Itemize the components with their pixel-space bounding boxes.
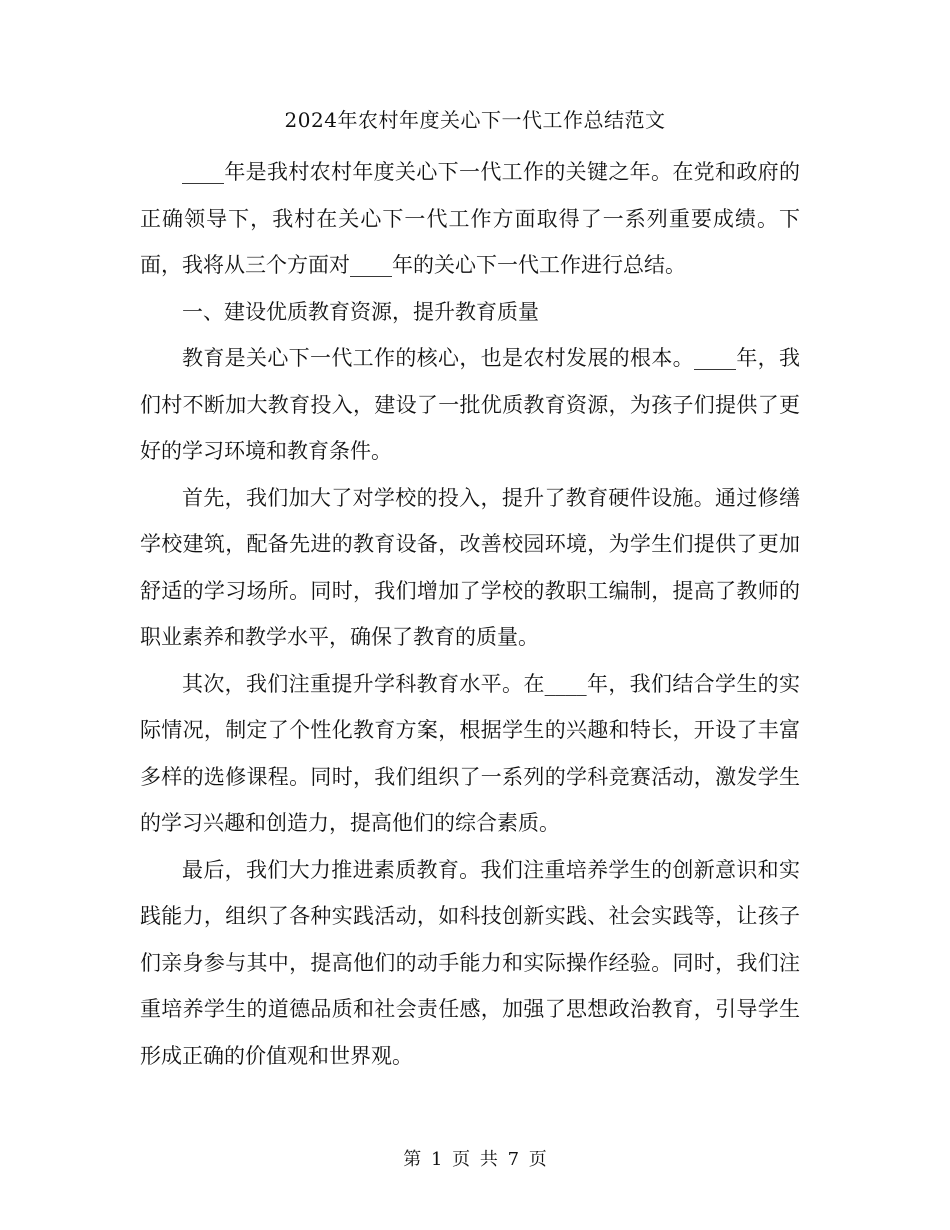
- paragraph-intro: ____年是我村农村年度关心下一代工作的关键之年。在党和政府的正确领导下，我村在关心下一代工作方面取得了一系列重要成绩。下面，我将从三个方面对____年的关心下一代工作进行总结。: [140, 160, 800, 277]
- document-title: 2024年农村年度关心下一代工作总结范文: [284, 108, 666, 132]
- paragraph-first: 首先，我们加大了对学校的投入，提升了教育硬件设施。通过修缮学校建筑，配备先进的教育设备，改善校园环境，为学生们提供了更加舒适的学习场所。同时，我们增加了学校的教职工编制，提高了教师的职业素养和教学水平，确保了教育的质量。: [140, 485, 800, 649]
- paragraph-last: 最后，我们大力推进素质教育。我们注重培养学生的创新意识和实践能力，组织了各种实践活动，如科技创新实践、社会实践等，让孩子们亲身参与其中，提高他们的动手能力和实际操作经验。同时，我们注重培养学生的道德品质和社会责任感，加强了思想政治教育，引导学生形成正确的价值观和世界观。: [140, 857, 800, 1068]
- page-number-footer: 第 1 页 共 7 页: [403, 1149, 547, 1170]
- section-heading: 一、建设优质教育资源，提升教育质量: [182, 299, 539, 324]
- paragraph-second: 其次，我们注重提升学科教育水平。在____年，我们结合学生的实际情况，制定了个性化教育方案，根据学生的兴趣和特长，开设了丰富多样的选修课程。同时，我们组织了一系列的学科竞赛活动，激发学生的学习兴趣和创造力，提高他们的综合素质。: [140, 671, 800, 835]
- paragraph-education-core: 教育是关心下一代工作的核心，也是农村发展的根本。____年，我们村不断加大教育投入，建设了一批优质教育资源，为孩子们提供了更好的学习环境和教育条件。: [140, 346, 800, 463]
- document-body: [140, 149, 800, 1079]
